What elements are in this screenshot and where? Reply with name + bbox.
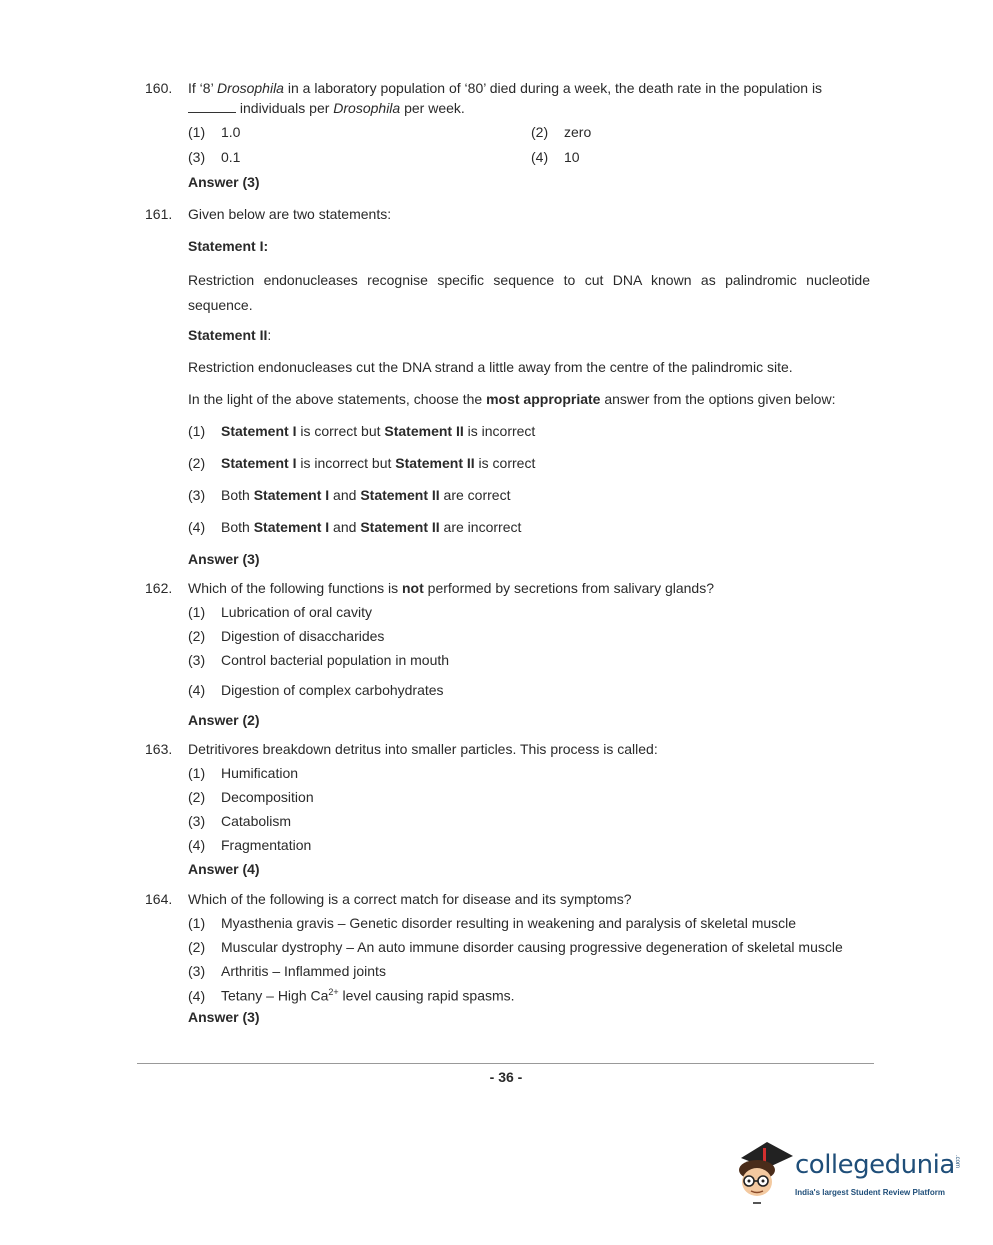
statement-label: Statement II: <box>188 327 272 343</box>
instruction: In the light of the above statements, choose the most appropriate answer from the options given below: <box>188 391 836 407</box>
page-number: - 36 - <box>489 1069 523 1085</box>
option: (3) Both Statement I and Statement II are correct <box>188 487 511 503</box>
question-text: Which of the following is a correct match for disease and its symptoms? <box>188 891 632 907</box>
brand-tagline: India's largest Student Review Platform <box>795 1188 945 1197</box>
statement-label: Statement I: <box>188 238 269 254</box>
option: (1) Statement I is correct but Statement II is incorrect <box>188 423 536 439</box>
option: (3) Control bacterial population in mouth <box>188 652 450 668</box>
question-text: Detritivores breakdown detritus into smaller particles. This process is called: <box>188 741 658 757</box>
option: (1) Myasthenia gravis – Genetic disorder resulting in weakening and paralysis of skeletal muscle <box>188 915 797 931</box>
question-number: 161. <box>145 206 173 222</box>
question-number: 164. <box>145 891 173 907</box>
option: (2) Digestion of disaccharides <box>188 628 385 644</box>
option: (2) Decomposition <box>188 789 314 805</box>
option: (2) Muscular dystrophy – An auto immune disorder causing progressive degeneration of skeletal muscle <box>188 939 843 955</box>
question-text: Given below are two statements: <box>188 206 392 222</box>
question-text: If ‘8’ Drosophila in a laboratory population of ‘80’ died during a week, the death rate in the population is individuals per Drosophila per week. <box>188 80 823 116</box>
fill-blank <box>188 100 236 113</box>
option: (4) Fragmentation <box>188 837 312 853</box>
question-number: 160. <box>145 80 173 96</box>
answer: Answer (2) <box>188 712 260 728</box>
footer-divider <box>137 1063 874 1064</box>
question-number: 162. <box>145 580 173 596</box>
statement-text: Restriction endonucleases cut the DNA strand a little away from the centre of the palindromic site. <box>188 359 793 375</box>
brand-domain: .com <box>954 1155 960 1169</box>
question-number: 163. <box>145 741 173 757</box>
option: (1) Humification <box>188 765 299 781</box>
option: (4) Both Statement I and Statement II are incorrect <box>188 519 522 535</box>
option: (3) 0.1 <box>188 149 241 165</box>
option: (4) Tetany – High $Ca^{2+}$ level causing rapid spasms. <box>188 987 515 1004</box>
brand-name: collegedunia <box>795 1150 955 1180</box>
option: (3) Catabolism <box>188 813 292 829</box>
answer: Answer (3) <box>188 174 260 190</box>
statement-text: Restriction endonucleases recognise specific sequence to cut DNA known as palindromic nucleotide sequence. <box>188 272 870 313</box>
question-text: Which of the following functions is not performed by secretions from salivary glands? <box>188 580 714 596</box>
option: (2) zero <box>531 124 592 140</box>
mascot-icon <box>735 1136 795 1211</box>
answer: Answer (4) <box>188 861 260 877</box>
option: (2) Statement I is incorrect but Statement II is correct <box>188 455 536 471</box>
collegedunia-logo <box>735 1136 965 1211</box>
option: (4) Digestion of complex carbohydrates <box>188 682 444 698</box>
answer: Answer (3) <box>188 551 260 567</box>
option: (1) 1.0 <box>188 124 241 140</box>
option: (3) Arthritis – Inflammed joints <box>188 963 386 979</box>
option: (4) 10 <box>531 149 580 165</box>
option: (1) Lubrication of oral cavity <box>188 604 372 620</box>
answer: Answer (3) <box>188 1009 260 1025</box>
